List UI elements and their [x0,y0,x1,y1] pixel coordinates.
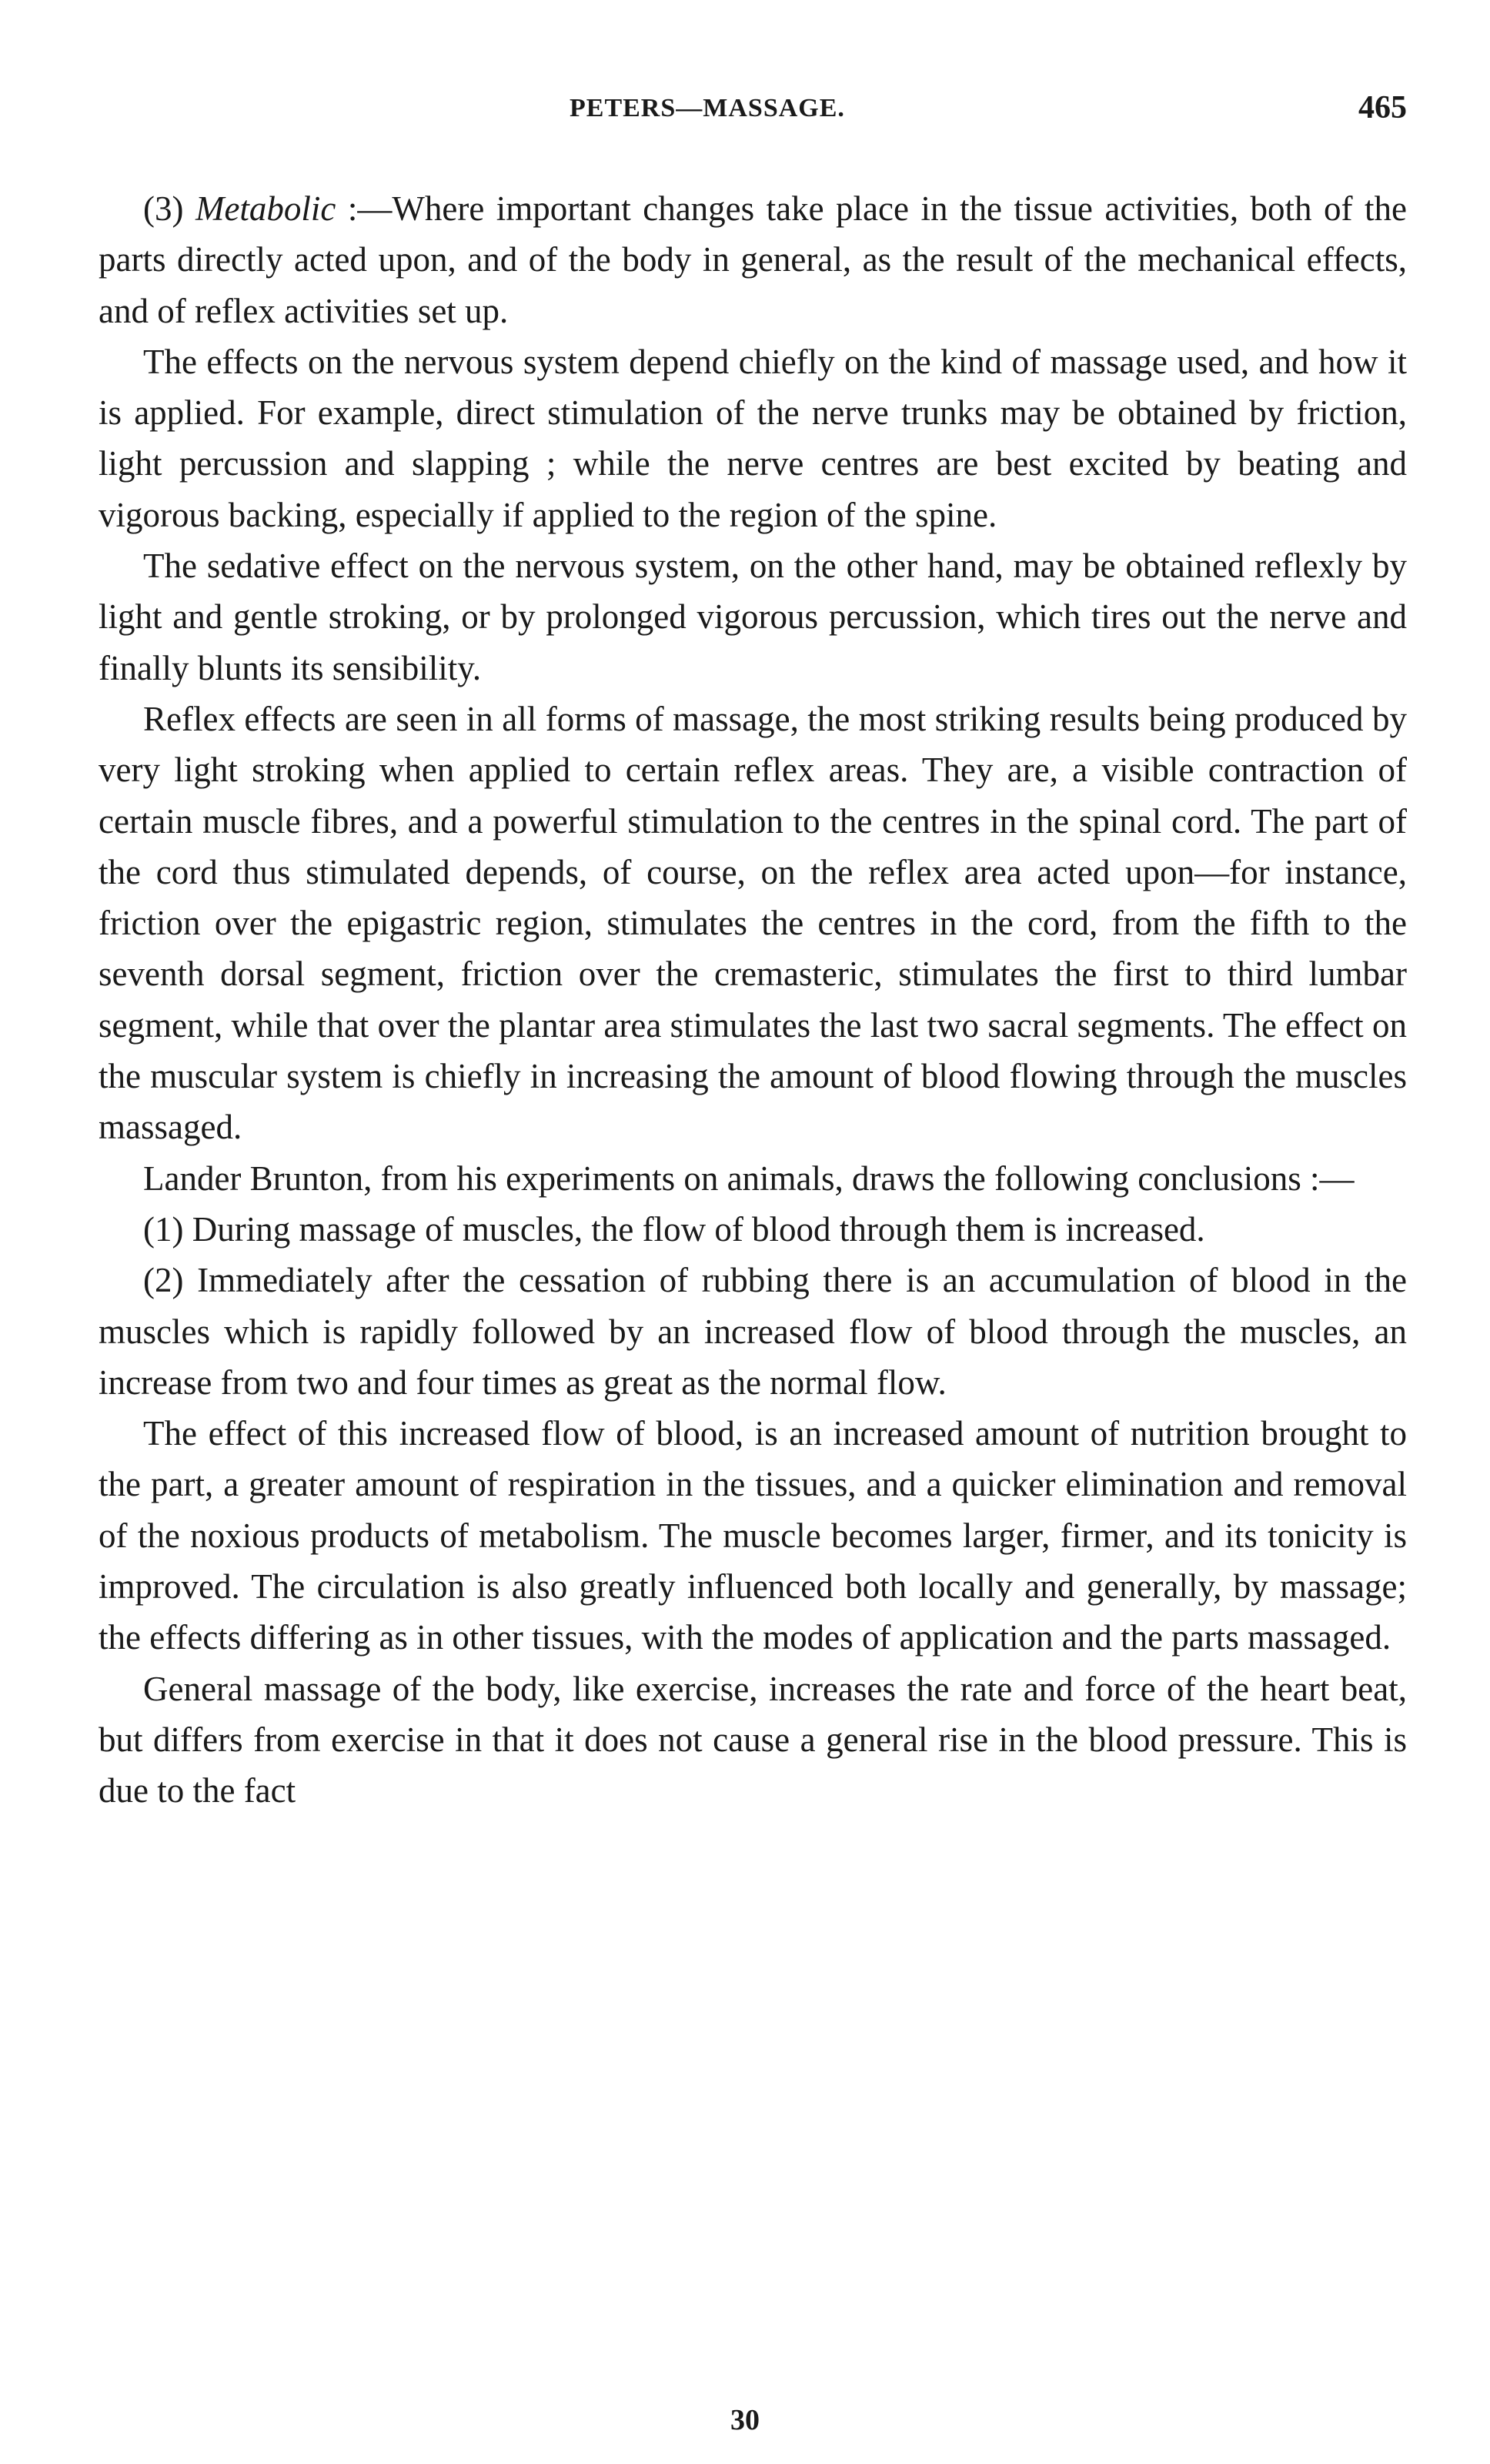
paragraph-label: (3) [143,189,195,228]
running-head: PETERS—MASSAGE. [570,94,845,122]
paragraph-reflex-effects: Reflex effects are seen in all forms of massage, the most striking results being produced by very light stroking when applied to certain reflex areas. They are, a visible contraction of certain muscle fibres, and a powerful stimulation to the centres in the spinal cord. The part of the cord thus stimulated depends, of course, on the reflex area acted upon—for instance, friction over the epigastric region, stimulates the centres in the cord, from the fifth to the seventh dorsal segment, friction over the cremasteric, stimulates the first to third lumbar segment, while that over the plantar area stimulates the last two sacral segments. The effect on the muscular system is chiefly in increasing the amount of blood flowing through the muscles massaged. [99,699,1407,1147]
paragraph-nervous-system: The effects on the nervous system depend chiefly on the kind of massage used, and how it is applied. For example, direct stimulation of the nerve trunks may be obtained by friction, light percussion and slapping ; while the nerve centres are best excited by beating and vigorous backing, especially if applied to the region of the spine. [99,342,1407,534]
paragraph-sedative-effect: The sedative effect on the nervous system, on the other hand, may be obtained reflexly by light and gentle stroking, or by prolonged vigorous percussion, which tires out the nerve and finally blunts its sensibility. [99,547,1407,687]
paragraph-conclusion-2: (2) Immediately after the cessation of rubbing there is an accumulation of blood in the muscles which is rapidly followed by an increased flow of blood through the muscles, an increase from two and four times as great as the normal flow. [99,1261,1407,1402]
paragraph-text: :—Where important changes take place in the tissue activities, both of the parts directly acted upon, and of the body in general, as the result of the mechanical effects, and of reflex activities set up. [99,189,1407,330]
body-text [99,183,1407,1817]
paragraph-blood-flow-effect: The effect of this increased flow of blood, is an increased amount of nutrition brought to the part, a greater amount of respiration in the tissues, and a quicker elimination and removal of the noxious products of metabolism. The muscle becomes larger, firmer, and its tonicity is improved. The circulation is also greatly influenced both locally and generally, by massage; the effects differing as in other tissues, with the modes of application and the parts massaged. [99,1414,1407,1657]
paragraph-lander-brunton: Lander Brunton, from his experiments on animals, draws the following conclusions :— [143,1158,1355,1198]
signature-mark: 30 [730,2404,760,2436]
paragraph-general-massage: General massage of the body, like exercise, increases the rate and force of the heart beat, but differs from exercise in that it does not cause a general rise in the blood pressure. This is due to the fact [99,1669,1407,1810]
paragraph-label-italic: Metabolic [195,189,336,228]
paragraph-metabolic [99,183,1407,336]
paragraph-conclusion-1: (1) During massage of muscles, the flow of blood through them is increased. [143,1209,1205,1249]
page-number: 465 [1358,90,1407,125]
page-header [99,90,1407,140]
